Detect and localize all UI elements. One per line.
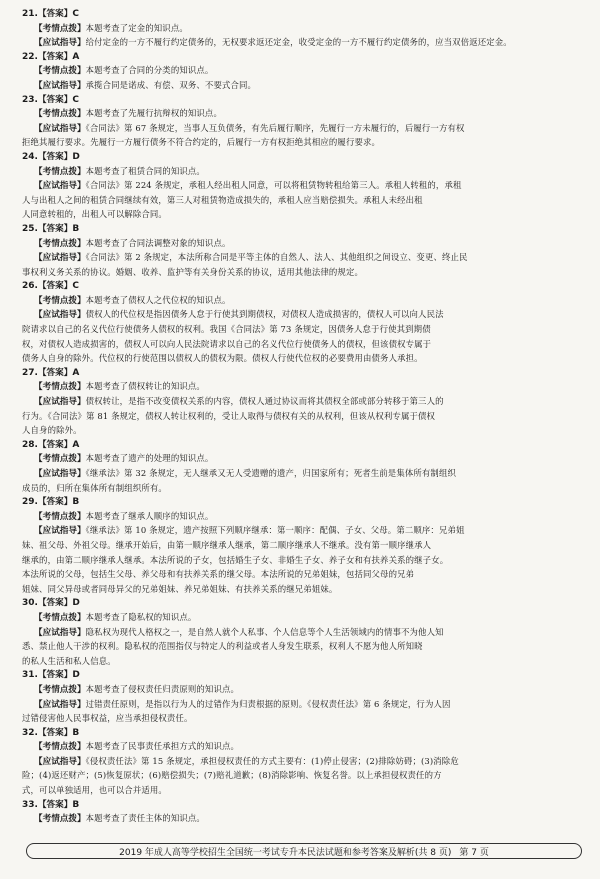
answer-value: D — [72, 151, 80, 162]
question-number: 22. — [22, 51, 38, 62]
section-continuation-line — [22, 208, 584, 223]
section-label: 【考情点拨】 — [34, 166, 86, 177]
section-label: 【考情点拨】 — [34, 814, 86, 825]
section-label: 【应试指导】 — [34, 397, 86, 408]
section-line — [22, 740, 584, 755]
section-label: 【应试指导】 — [34, 80, 86, 91]
question-number: 27. — [22, 367, 38, 378]
answer-item — [22, 94, 584, 151]
answer-label: 【答案】 — [37, 727, 73, 738]
answer-value: A — [72, 367, 80, 378]
answer-value: A — [72, 51, 80, 62]
page-footer — [26, 843, 582, 859]
answer-line — [22, 94, 584, 108]
question-number: 25. — [22, 223, 38, 234]
answer-line — [22, 223, 584, 237]
answer-line — [22, 439, 584, 453]
section-label: 【应试指导】 — [34, 310, 86, 321]
answer-item — [22, 51, 584, 94]
answer-line — [22, 151, 584, 165]
section-label: 【考情点拨】 — [34, 742, 86, 753]
answer-item — [22, 151, 584, 223]
answer-label: 【答案】 — [37, 439, 73, 450]
section-text: 本题考查了定金的知识点。 — [85, 22, 188, 33]
section-text: 人同意转租的，出租人可以解除合同。 — [22, 209, 167, 220]
section-label: 【应试指导】 — [34, 699, 86, 710]
answer-item — [22, 799, 584, 827]
section-text: 本题考查了债权人之代位权的知识点。 — [85, 294, 231, 305]
section-line — [22, 122, 584, 137]
footer-page-number: 第 7 页 — [459, 847, 489, 858]
section-text: 姐妹、同父异母或者同母异父的兄弟姐妹、养兄弟姐妹、有扶养关系的继兄弟姐妹。 — [22, 583, 338, 594]
section-label: 【应试指导】 — [34, 38, 86, 49]
section-continuation-line — [22, 640, 584, 655]
section-line — [22, 251, 584, 266]
section-line — [22, 107, 584, 122]
answer-label: 【答案】 — [37, 151, 73, 162]
section-text: 悉、禁止他人干涉的权利。隐私权的范围指仅与特定人的利益或者人身发生联系，权利人不愿为他人所知晓 — [22, 641, 423, 652]
section-line — [22, 308, 584, 323]
section-continuation-line — [22, 482, 584, 497]
section-line — [22, 626, 584, 641]
answer-line — [22, 669, 584, 683]
section-line — [22, 64, 584, 79]
question-number: 29. — [22, 497, 38, 508]
section-text: 给付定金的一方不履行约定债务的，无权要求返还定金，收受定金的一方不履行约定债务的，应当双倍返还定金。 — [85, 37, 512, 48]
section-line — [22, 79, 584, 94]
section-text: 的私人生活和私人信息。 — [22, 655, 116, 666]
section-text: 《合同法》第 224 条规定，承租人经出租人同意，可以将租赁物转租给第三人。承租人转租的，承租 — [85, 180, 462, 191]
question-number: 26. — [22, 281, 38, 292]
section-line — [22, 510, 584, 525]
section-text: 本题考查了民事责任承担方式的知识点。 — [85, 741, 240, 752]
section-text: 行为。《合同法》第 81 条规定，债权人转让权利的，受让人取得与债权有关的从权利，但该从权利专属于债权 — [22, 410, 436, 421]
section-label: 【考情点拨】 — [34, 109, 86, 120]
section-text: 拒绝其履行要求。先履行一方履行债务不符合约定的，后履行一方有权拒绝其相应的履行要求。 — [22, 137, 381, 148]
section-line — [22, 812, 584, 827]
section-text: 本题考查了合同法调整对象的知识点。 — [85, 237, 231, 248]
section-text: 本题考查了合同的分类的知识点。 — [85, 65, 214, 76]
section-text: 本题考查了先履行抗辩权的知识点。 — [85, 108, 222, 119]
section-line — [22, 22, 584, 37]
section-line — [22, 36, 584, 51]
answer-value: B — [72, 497, 80, 508]
section-label: 【应试指导】 — [34, 181, 86, 192]
section-line — [22, 524, 584, 539]
section-continuation-line — [22, 136, 584, 151]
section-text: 承揽合同是诺成、有偿、双务、不要式合同。 — [85, 79, 257, 90]
question-number: 31. — [22, 670, 38, 681]
section-text: 债权转让，是指不改变债权关系的内容，债权人通过协议而将其债权全部或部分转移于第三人的 — [85, 396, 444, 407]
section-text: 本题考查了继承人顺序的知识点。 — [85, 510, 214, 521]
section-continuation-line — [22, 539, 584, 554]
section-text: 险；(4)返还财产；(5)恢复原状；(6)赔偿损失；(7)赔礼道歉；(8)消除影响、恢复名誉。以上承担侵权责任的方 — [22, 770, 442, 781]
section-continuation-line — [22, 352, 584, 367]
section-line — [22, 452, 584, 467]
section-line — [22, 179, 584, 194]
question-number: 21. — [22, 9, 38, 19]
answer-line — [22, 8, 584, 22]
section-text: 本题考查了侵权责任归责原则的知识点。 — [85, 683, 240, 694]
section-continuation-line — [22, 784, 584, 799]
section-text: 事权利义务关系的协议。婚姻、收养、监护等有关身份关系的协议，适用其他法律的规定。 — [22, 266, 363, 277]
answer-label: 【答案】 — [37, 51, 73, 62]
section-continuation-line — [22, 583, 584, 598]
section-text: 权，对债权人造成损害的，债权人可以向人民法院请求以自己的名义代位行使债务人的债权，但该债权专属于 — [22, 338, 432, 349]
answer-label: 【答案】 — [37, 670, 73, 681]
question-number: 24. — [22, 151, 38, 162]
section-line — [22, 611, 584, 626]
section-label: 【考情点拨】 — [34, 684, 86, 695]
answer-line — [22, 799, 584, 813]
answer-value: C — [72, 281, 79, 292]
section-line — [22, 165, 584, 180]
section-continuation-line — [22, 410, 584, 425]
section-continuation-line — [22, 554, 584, 569]
section-continuation-line — [22, 712, 584, 727]
section-line — [22, 237, 584, 252]
question-number: 28. — [22, 439, 38, 450]
answer-label: 【答案】 — [37, 367, 73, 378]
answer-item — [22, 8, 584, 51]
section-text: 继承的，由第二顺序继承人继承。本法所说的子女，包括婚生子女、非婚生子女、养子女和有扶养关系的继子女。 — [22, 554, 449, 565]
answer-label: 【答案】 — [37, 9, 73, 19]
section-text: 本题考查了租赁合同的知识点。 — [85, 165, 205, 176]
answer-value: A — [72, 439, 80, 450]
answer-item — [22, 597, 584, 669]
answer-item — [22, 727, 584, 799]
section-text: 本题考查了遗产的处理的知识点。 — [85, 453, 214, 464]
section-text: 院请求以自己的名义代位行使债务人债权的权利。我国《合同法》第 73 条规定，因债务人怠于行使其到期债 — [22, 324, 431, 335]
section-text: 《合同法》第 67 条规定，当事人互负债务，有先后履行顺序，先履行一方未履行的，后履行一方有权 — [85, 122, 465, 133]
answer-value: D — [72, 598, 80, 609]
answer-item — [22, 223, 584, 280]
section-continuation-line — [22, 655, 584, 670]
section-text: 《继承法》第 32 条规定，无人继承又无人受遗赠的遗产，归国家所有；死者生前是集体所有制组织 — [85, 468, 457, 478]
section-continuation-line — [22, 424, 584, 439]
section-line — [22, 683, 584, 698]
section-label: 【考情点拨】 — [34, 295, 86, 306]
section-line — [22, 698, 584, 713]
section-label: 【考情点拨】 — [34, 66, 86, 77]
section-label: 【考情点拨】 — [34, 238, 86, 249]
section-text: 本题考查了债权转让的知识点。 — [85, 381, 205, 392]
section-line — [22, 380, 584, 395]
section-text: 人与出租人之间的租赁合同继续有效，第三人对租赁物造成损失的，承租人应当赔偿损失。承租人未经出租 — [22, 194, 423, 205]
answer-line — [22, 496, 584, 510]
section-text: 债权人的代位权是指因债务人怠于行使其到期债权，对债权人造成损害的，债权人可以向人民法 — [85, 309, 444, 320]
answer-line — [22, 280, 584, 294]
answer-line — [22, 597, 584, 611]
answer-item — [22, 439, 584, 496]
answer-label: 【答案】 — [37, 94, 73, 105]
answer-item — [22, 280, 584, 367]
section-line — [22, 755, 584, 770]
answer-item — [22, 496, 584, 597]
section-text: 本题考查了责任主体的知识点。 — [85, 813, 205, 824]
section-text: 《合同法》第 2 条规定，本法所称合同是平等主体的自然人、法人、其他组织之间设立、变更、终止民 — [85, 252, 468, 263]
section-text: 本题考查了隐私权的知识点。 — [85, 611, 197, 622]
section-continuation-line — [22, 338, 584, 353]
section-label: 【考情点拨】 — [34, 454, 86, 465]
section-label: 【应试指导】 — [34, 526, 86, 537]
section-label: 【应试指导】 — [34, 469, 86, 479]
section-text: 《继承法》第 10 条规定，遗产按照下列顺序继承：第一顺序：配偶、子女、父母。第二顺序：兄弟姐 — [85, 525, 465, 536]
answer-item — [22, 367, 584, 439]
section-continuation-line — [22, 769, 584, 784]
question-number: 30. — [22, 598, 38, 609]
section-text: 过错侵害他人民事权益，应当承担侵权责任。 — [22, 713, 193, 724]
answer-value: C — [72, 94, 79, 105]
section-text: 过错责任原则，是指以行为人的过错作为归责根据的原则。《侵权责任法》第 6 条规定，行为人因 — [85, 698, 451, 709]
answer-line — [22, 727, 584, 741]
section-label: 【应试指导】 — [34, 756, 86, 767]
answer-value: B — [72, 727, 80, 738]
answer-line — [22, 367, 584, 381]
section-text: 隐私权为现代人格权之一，是自然人就个人私事、个人信息等个人生活领域内的情事不为他人知 — [85, 626, 444, 637]
section-continuation-line — [22, 323, 584, 338]
section-text: 债务人自身的除外。代位权的行使范围以债权人的债权为限。债权人行使代位权的必要费用由债务人承担。 — [22, 353, 423, 364]
section-line — [22, 294, 584, 309]
answer-value: D — [72, 670, 80, 681]
answer-label: 【答案】 — [37, 281, 73, 292]
section-label: 【考情点拨】 — [34, 382, 86, 393]
section-line — [22, 395, 584, 410]
section-text: 人自身的除外。 — [22, 425, 82, 436]
section-text: 成员的，归所在集体所有制组织所有。 — [22, 482, 167, 493]
section-label: 【应试指导】 — [34, 123, 86, 134]
section-continuation-line — [22, 568, 584, 583]
footer-text: 2019 年成人高等学校招生全国统一考试专升本民法试题和参考答案及解析(共 8 页) — [119, 847, 452, 858]
answer-label: 【答案】 — [37, 598, 73, 609]
answer-value: B — [72, 799, 80, 810]
section-label: 【应试指导】 — [34, 253, 86, 264]
answer-value: B — [72, 223, 80, 234]
answer-label: 【答案】 — [37, 799, 73, 810]
question-number: 32. — [22, 727, 38, 738]
section-text: 式，可以单独适用，也可以合并适用。 — [22, 785, 167, 796]
section-label: 【考情点拨】 — [34, 612, 86, 623]
section-continuation-line — [22, 194, 584, 209]
answer-value: C — [72, 9, 79, 19]
section-line — [22, 467, 584, 482]
answer-line — [22, 51, 584, 65]
question-number: 33. — [22, 799, 38, 810]
section-text: 妹、祖父母、外祖父母。继承开始后，由第一顺序继承人继承，第二顺序继承人不继承。没有第一顺序继承人 — [22, 539, 432, 550]
answer-label: 【答案】 — [37, 223, 73, 234]
section-text: 《侵权责任法》第 15 条规定，承担侵权责任的方式主要有：(1)停止侵害；(2)排除妨碍；(3)消除危 — [85, 755, 459, 766]
section-label: 【应试指导】 — [34, 627, 86, 638]
section-continuation-line — [22, 266, 584, 281]
section-text: 本法所说的父母，包括生父母、养父母和有扶养关系的继父母。本法所说的兄弟姐妹，包括同父母的兄弟 — [22, 569, 415, 580]
section-label: 【考情点拨】 — [34, 23, 86, 34]
question-number: 23. — [22, 94, 38, 105]
answer-label: 【答案】 — [37, 497, 73, 508]
section-label: 【考情点拨】 — [34, 511, 86, 522]
answer-item — [22, 669, 584, 726]
